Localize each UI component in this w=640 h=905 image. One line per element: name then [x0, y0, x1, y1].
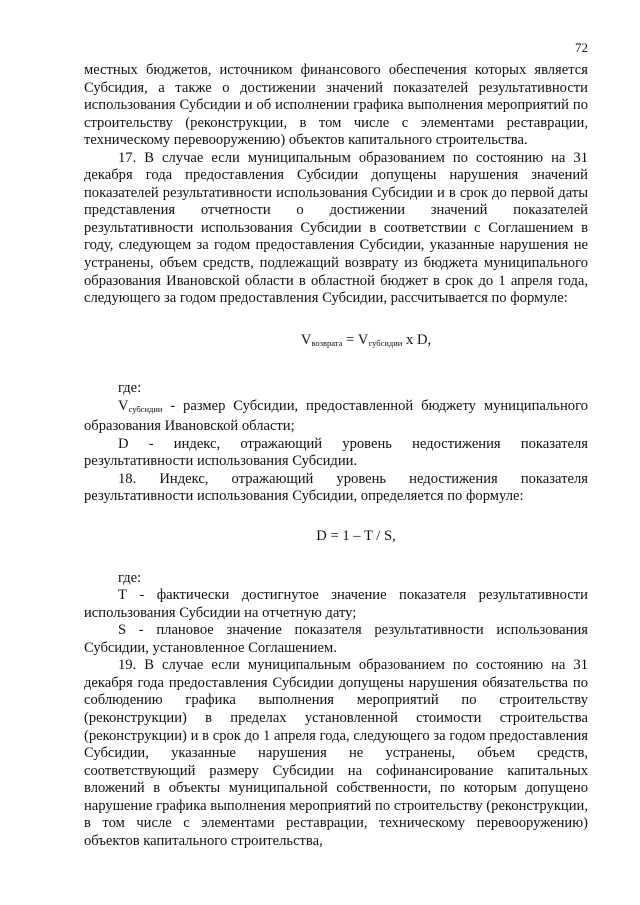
page-number: 72	[575, 40, 588, 55]
definition-v-text: - размер Субсидии, предоставленной бюджету муниципального образования Ивановской области;	[84, 397, 588, 435]
formula-v-return-subscript: возврата	[311, 337, 343, 348]
paragraph-17: 17. В случае если муниципальным образованием по состоянию на 31 декабря года предоставления Субсидии допущены нарушения значений показателей результативности использования Субсидии и в срок до первой даты представления отчетности о достижении значений показателей результативности использования Субсидии в соответствии с Соглашением в году, следующем за годом предоставления Субсидии, указанные нарушения не устранены, объем средств, подлежащий возврату из бюджета муниципального образования Ивановской области в областной бюджет в срок до 1 апреля года, следующего за годом предоставления Субсидии, рассчитывается по формуле:	[84, 149, 588, 307]
formula-v-subsidy-subscript: субсидии	[368, 337, 403, 348]
definition-d-index: D - индекс, отражающий уровень недостижения показателя результативности использования Субсидии.	[84, 435, 588, 470]
formula-tail: x D,	[402, 331, 432, 348]
formula-v-symbol: V	[300, 331, 312, 348]
definition-v-subscript: субсидии	[128, 403, 163, 414]
paragraph-18: 18. Индекс, отражающий уровень недостижения показателя результативности использования Субсидии, определяется по формуле:	[84, 470, 588, 505]
formula-index-d: D = 1 – T / S,	[316, 528, 396, 545]
formula-return-volume	[84, 332, 588, 353]
where-label-2: где:	[118, 569, 142, 586]
paragraph-intro: местных бюджетов, источником финансового обеспечения которых является Субсидия, а также о достижении значений показателей результативности использования Субсидии и об исполнении графика выполнения мероприятий по строительству (реконструкции, в том числе с элементами реставрации, техническому перевооружению) объектов капитального строительства.	[84, 62, 588, 149]
definition-s-planned: S - плановое значение показателя результативности использования Субсидии, установленное Соглашением.	[84, 622, 588, 656]
definition-v-subsidy	[84, 398, 588, 436]
formula-equals-v: = V	[342, 331, 369, 348]
definition-v-symbol: V	[118, 397, 129, 414]
paragraph-19: 19. В случае если муниципальным образованием по состоянию на 31 декабря года предоставления Субсидии допущены нарушения обязательства по соблюдению графика выполнения мероприятий по строительству (реконструкции) в пределах установленной стоимости строительства (реконструкции) и в срок до 1 апреля года, следующего за годом предоставления Субсидии, указанные нарушения не устранены, объем средств, соответствующий размеру Субсидии на софинансирование капитальных вложений в объекты муниципальной собственности, по которым допущено нарушение графика выполнения мероприятий по строительству (реконструкции, в том числе с элементами реставрации, техническому перевооружению) объектов капитального строительства,	[84, 657, 588, 849]
definition-t-actual: Т - фактически достигнутое значение показателя результативности использования Субсидии на отчетную дату;	[84, 587, 588, 621]
where-label-1: где:	[118, 380, 142, 397]
document-body	[84, 62, 588, 850]
